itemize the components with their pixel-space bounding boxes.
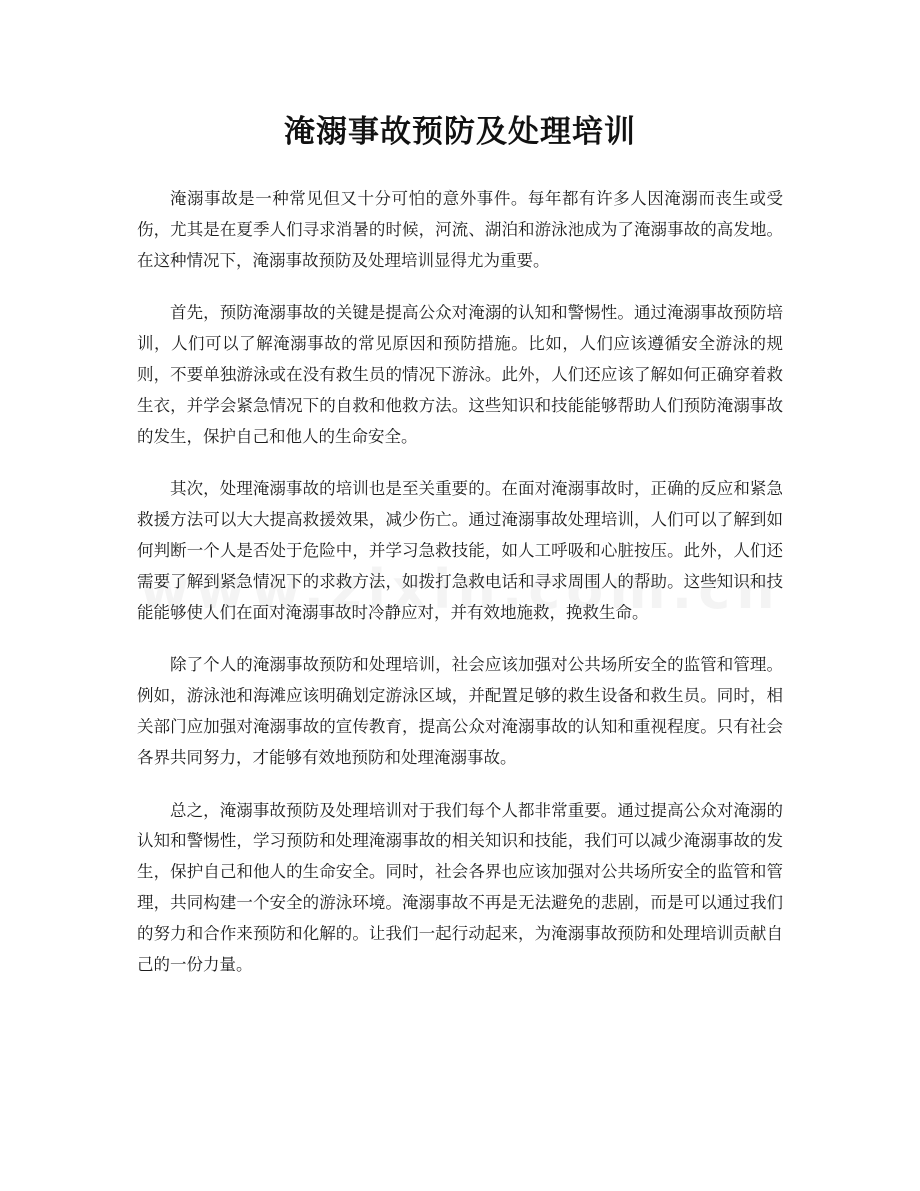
paragraph-1: 淹溺事故是一种常见但又十分可怕的意外事件。每年都有许多人因淹溺而丧生或受伤，尤其是在夏季人们寻求消暑的时候，河流、湖泊和游泳池成为了淹溺事故的高发地。在这种情况下，淹溺事故预防及处理培训显得尤为重要。 <box>137 189 783 270</box>
paragraph-3: 其次，处理淹溺事故的培训也是至关重要的。在面对淹溺事故时，正确的反应和紧急救援方法可以大大提高救援效果，减少伤亡。通过淹溺事故处理培训，人们可以了解到如何判断一个人是否处于危险中，并学习急救技能，如人工呼吸和心脏按压。此外，人们还需要了解到紧急情况下的求救方法，如拨打急救电话和寻求周围人的帮助。这些知识和技能能够使人们在面对淹溺事故时冷静应对，并有效地施救，挽救生命。 <box>137 479 783 622</box>
document-title: 淹溺事故预防及处理培训 <box>284 114 636 150</box>
document-body <box>137 184 783 1002</box>
paragraph-4: 除了个人的淹溺事故预防和处理培训，社会应该加强对公共场所安全的监管和管理。例如，游泳池和海滩应该明确划定游泳区域，并配置足够的救生设备和救生员。同时，相关部门应加强对淹溺事故的宣传教育，提高公众对淹溺事故的认知和重视程度。只有社会各界共同努力，才能够有效地预防和处理淹溺事故。 <box>137 655 783 767</box>
paragraph-5: 总之，淹溺事故预防及处理培训对于我们每个人都非常重要。通过提高公众对淹溺的认知和警惕性，学习预防和处理淹溺事故的相关知识和技能，我们可以减少淹溺事故的发生，保护自己和他人的生命安全。同时，社会各界也应该加强对公共场所安全的监管和管理，共同构建一个安全的游泳环境。淹溺事故不再是无法避免的悲剧，而是可以通过我们的努力和合作来预防和化解的。让我们一起行动起来，为淹溺事故预防和处理培训贡献自己的一份力量。 <box>137 800 783 974</box>
paragraph-2: 首先，预防淹溺事故的关键是提高公众对淹溺的认知和警惕性。通过淹溺事故预防培训，人们可以了解淹溺事故的常见原因和预防措施。比如，人们应该遵循安全游泳的规则，不要单独游泳或在没有救生员的情况下游泳。此外，人们还应该了解如何正确穿着救生衣，并学会紧急情况下的自救和他救方法。这些知识和技能能够帮助人们预防淹溺事故的发生，保护自己和他人的生命安全。 <box>137 303 783 446</box>
